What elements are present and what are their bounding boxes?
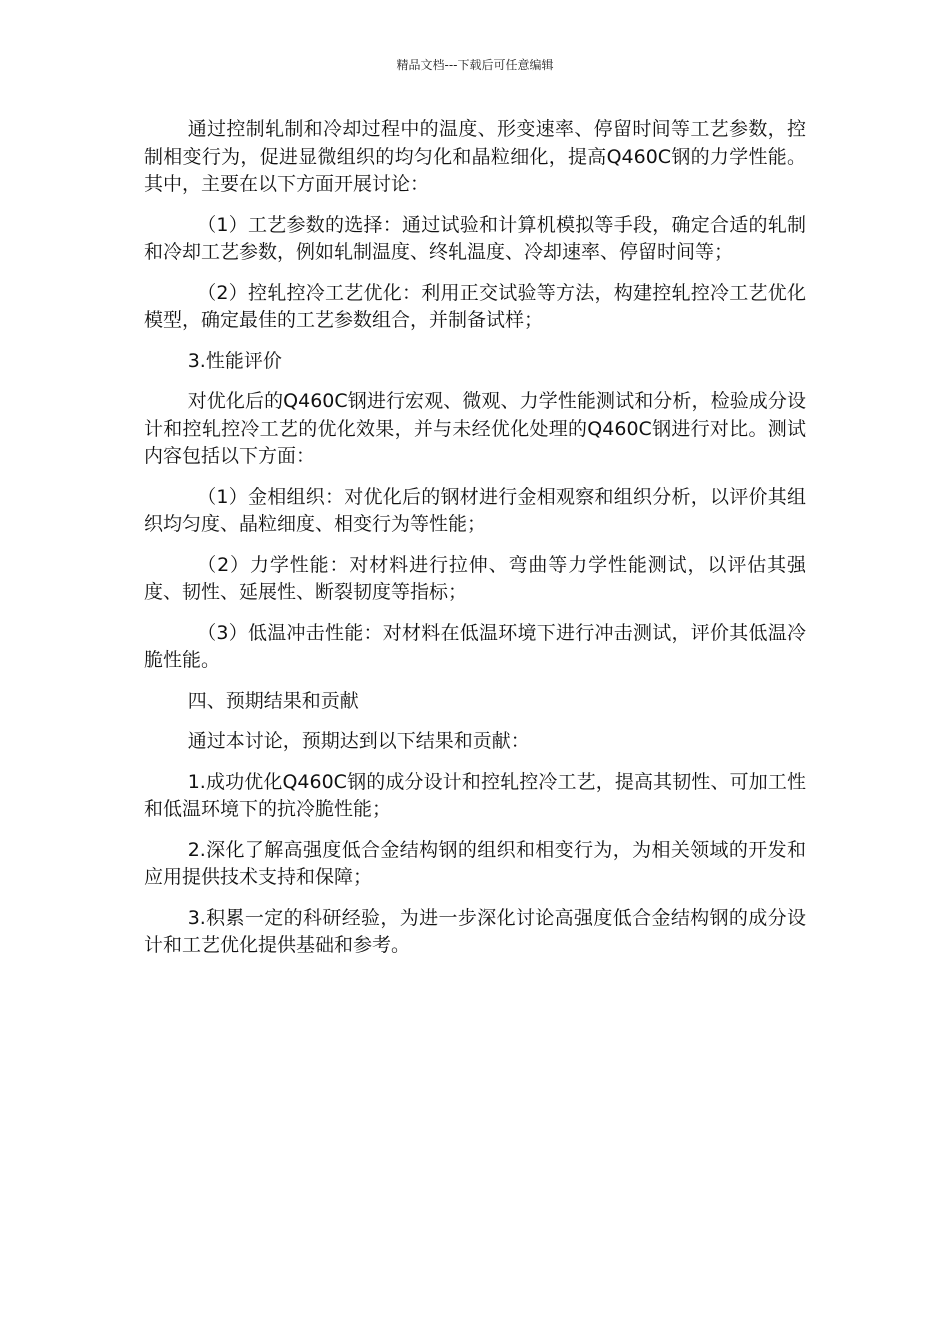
page-header: 精品文档---下载后可任意编辑 bbox=[396, 58, 554, 72]
list-item: （2）控轧控冷工艺优化：利用正交试验等方法，构建控轧控冷工艺优化模型，确定最佳的工艺参数组合，并制备试样； bbox=[144, 281, 806, 331]
document-body bbox=[144, 116, 806, 973]
list-item: （2）力学性能：对材料进行拉伸、弯曲等力学性能测试，以评估其强度、韧性、延展性、断裂韧度等指标； bbox=[144, 553, 806, 603]
section-heading: 3.性能评价 bbox=[187, 349, 282, 372]
body-paragraph: 对优化后的Q460C钢进行宏观、微观、力学性能测试和分析，检验成分设计和控轧控冷工艺的优化效果，并与未经优化处理的Q460C钢进行对比。测试内容包括以下方面： bbox=[144, 390, 806, 467]
intro-paragraph: 通过控制轧制和冷却过程中的温度、形变速率、停留时间等工艺参数，控制相变行为，促进显微组织的均匀化和晶粒细化，提高Q460C钢的力学性能。其中，主要在以下方面开展讨论： bbox=[144, 118, 806, 195]
body-paragraph: 通过本讨论，预期达到以下结果和贡献： bbox=[187, 730, 530, 752]
list-item: （1）金相组织：对优化后的钢材进行金相观察和组织分析，以评价其组织均匀度、晶粒细度、相变行为等性能； bbox=[144, 485, 806, 535]
section-heading: 四、预期结果和贡献 bbox=[187, 689, 359, 712]
list-item: 2.深化了解高强度低合金结构钢的组织和相变行为，为相关领域的开发和应用提供技术支持和保障； bbox=[144, 838, 806, 888]
list-item: 3.积累一定的科研经验，为进一步深化讨论高强度低合金结构钢的成分设计和工艺优化提供基础和参考。 bbox=[144, 906, 806, 956]
list-item: （3）低温冲击性能：对材料在低温环境下进行冲击测试，评价其低温冷脆性能。 bbox=[144, 621, 806, 671]
list-item: （1）工艺参数的选择：通过试验和计算机模拟等手段，确定合适的轧制和冷却工艺参数，例如轧制温度、终轧温度、冷却速率、停留时间等； bbox=[144, 213, 806, 263]
list-item: 1.成功优化Q460C钢的成分设计和控轧控冷工艺，提高其韧性、可加工性和低温环境下的抗冷脆性能； bbox=[144, 770, 806, 820]
